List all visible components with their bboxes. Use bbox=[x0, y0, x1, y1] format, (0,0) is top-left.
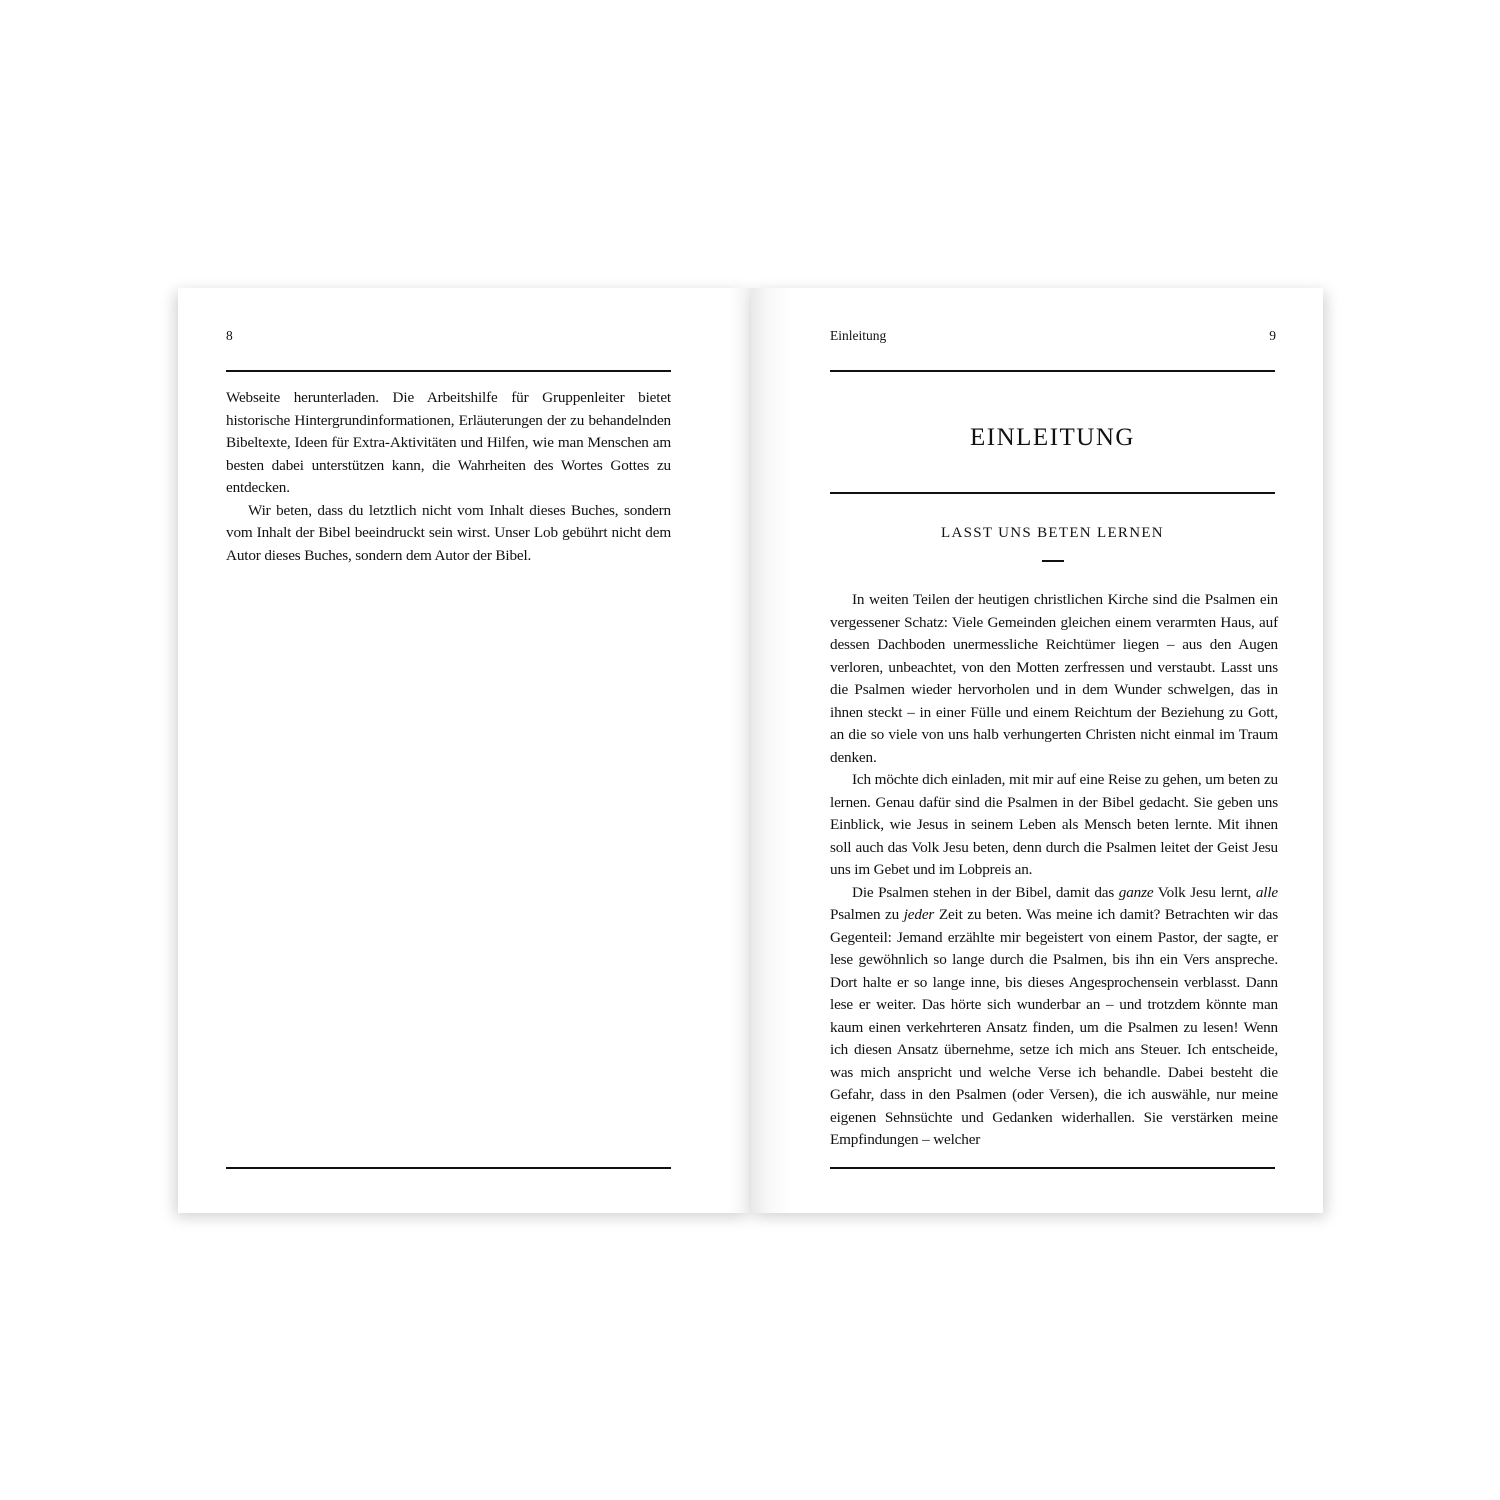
footer-rule bbox=[226, 1167, 671, 1169]
paragraph: Webseite herunterladen. Die Arbeitshilfe für Gruppenleiter bietet historische Hintergrundinformationen, Erläuterungen der zu behandelnden Bibeltexte, Ideen für Extra-Aktivitäten und Hilfen, wie man Menschen am besten dabei unterstützen kann, die Wahrheiten des Wortes Gottes zu entdecken. bbox=[226, 389, 671, 496]
emphasis: ganze bbox=[1118, 883, 1154, 901]
paragraph: In weiten Teilen der heutigen christlichen Kirche sind die Psalmen ein vergessener Schatz: Viele Gemeinden gleichen einem verarmten Haus, auf dessen Dachboden unermessliche Reichtümer liegen – aus den Augen verloren, unbeachtet, von den Motten zerfressen und verstaubt. Lasst uns die Psalmen wieder hervorholen und in dem Wunder schwelgen, das in ihnen steckt – in einer Fülle und einem Reichtum der Beziehung zu Gott, an die so viele von uns halb verhungerten Christen nicht einmal im Traum denken. bbox=[830, 591, 1278, 766]
chapter-title: EINLEITUNG bbox=[970, 424, 1135, 451]
section-dash bbox=[1042, 560, 1064, 562]
running-title: Einleitung bbox=[830, 328, 887, 343]
paragraph: Ich möchte dich einladen, mit mir auf eine Reise zu gehen, um beten zu lernen. Genau dafür sind die Psalmen in der Bibel gedacht. Sie geben uns Einblick, wie Jesus in seinem Leben als Mensch beten lernte. Mit ihnen soll auch das Volk Jesu beten, denn durch die Psalmen leitet der Geist Jesu uns im Gebet und im Lobpreis an. bbox=[830, 771, 1278, 878]
header-rule bbox=[830, 370, 1275, 372]
emphasis: alle bbox=[1255, 883, 1279, 901]
text-run: Psalmen zu bbox=[830, 906, 904, 923]
emphasis: jeder bbox=[903, 906, 935, 923]
left-page bbox=[178, 288, 751, 1213]
chapter-rule bbox=[830, 492, 1275, 494]
text-run: Zeit zu beten. Was meine ich damit? Betrachten wir das Gegenteil: Jemand erzählte mir begeistert von einem Pastor, der sagte, er lese gewöhnlich so lange durch die Psalmen, bis ihn ein Vers anspreche. Dort halte er so lange inne, bis dieses Angesprochensein verblasst. Dann lese er weiter. Das hörte sich wunderbar an – und trotzdem könnte man kaum einen verkehrteren Ansatz finden, um die Psalmen zu lesen! Wenn ich diesen Ansatz übernehme, setze ich mich ans Steuer. Ich entscheide, was mich anspricht und welche Verse ich behandle. Dabei besteht die Gefahr, dass in den Psalmen (oder Versen), die ich auswähle, nur meine eigenen Sehnsüchte und Gedanken widerhallen. Sie verstärken meine Empfindungen – welcher bbox=[830, 906, 1278, 1148]
header-rule bbox=[226, 370, 671, 372]
text-run: Die Psalmen stehen in der Bibel, damit das bbox=[852, 883, 1119, 901]
footer-rule bbox=[830, 1167, 1275, 1169]
right-page bbox=[751, 288, 1323, 1213]
book-spread bbox=[178, 288, 1323, 1213]
paragraph: Wir beten, dass du letztlich nicht vom Inhalt dieses Buches, sondern vom Inhalt der Bibel beeindruckt sein wirst. Unser Lob gebührt nicht dem Autor dieses Buches, sondern dem Autor der Bibel. bbox=[226, 501, 671, 564]
page-number: 9 bbox=[1269, 328, 1276, 343]
paragraph bbox=[830, 882, 1278, 1152]
section-title: LASST UNS BETEN LERNEN bbox=[941, 525, 1164, 541]
body-text bbox=[226, 387, 671, 567]
text-run: Volk Jesu lernt, bbox=[1153, 883, 1256, 901]
body-text bbox=[830, 589, 1278, 1152]
page-number: 8 bbox=[226, 328, 233, 343]
